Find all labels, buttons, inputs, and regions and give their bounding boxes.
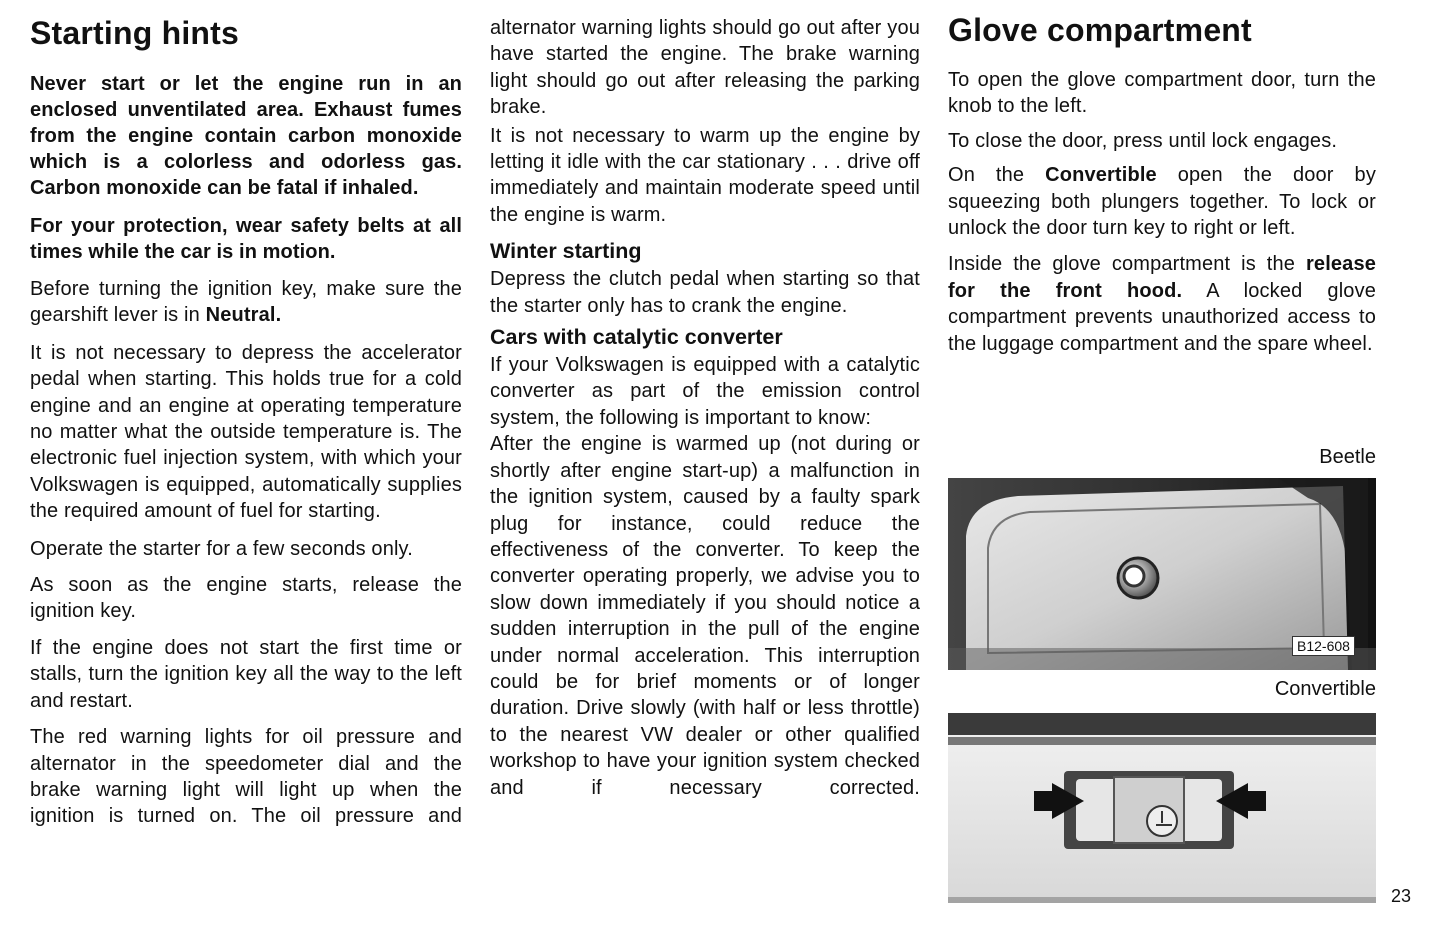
- para-warning-lights: The red warning lights for oil pressure and alternator in the speedometer dial and the brake warning light will light up when the ignition is turned on. The oil pressure and: [30, 726, 462, 828]
- para-close-glove: To close the door, press until lock engages.: [948, 129, 1338, 152]
- para-open-glove: To open the glove compartment door, turn the knob to the left.: [948, 69, 1376, 118]
- para-hood-text-a: Inside the glove compartment is the: [948, 253, 1306, 276]
- photo-beetle-glove-box: [948, 478, 1376, 670]
- para-gearshift-neutral: [30, 276, 462, 329]
- para-lights-go-out: alternator warning lights should go out after you have started the engine. The brake warning light should go out after releasing the parking brake.: [490, 17, 920, 119]
- para-operate-starter: Operate the starter for a few seconds only.: [30, 537, 413, 560]
- warning-safety-belts: For your protection, wear safety belts at all times while the car is in motion.: [30, 215, 462, 263]
- para-gearshift-text: Before turning the ignition key, make sure the gearshift lever is in: [30, 278, 462, 327]
- para-catalytic-intro: If your Volkswagen is equipped with a catalytic converter as part of the emission control system, the following is important to know:: [490, 354, 920, 429]
- section-title-glove-compartment: Glove compartment: [948, 12, 1252, 48]
- para-hood-bold: release for the front hood.: [948, 253, 1376, 302]
- convertible-glove-box-illustration: [948, 713, 1376, 903]
- column-starting-hints: [30, 0, 462, 830]
- figure-code-label: B12-608: [1292, 636, 1355, 656]
- caption-convertible: Convertible: [1274, 678, 1376, 700]
- section-title-starting-hints: Starting hints: [30, 15, 240, 51]
- para-convertible-bold: Convertible: [1045, 164, 1157, 187]
- para-gearshift-bold: Neutral.: [205, 304, 282, 327]
- para-convertible-text-b: open the door by squeezing both plungers together. To lock or unlock the door turn key to right or left.: [948, 164, 1376, 240]
- heading-catalytic-converter: Cars with catalytic converter: [490, 325, 783, 350]
- column-starting-continued: [490, 0, 920, 801]
- para-catalytic-malfunction: After the engine is warmed up (not during or shortly after engine start-up) a malfunction in the ignition system, caused by a faulty spark plug for instance, could reduce the effectiveness of the converter. To keep the converter operating properly, we advise you to slow down immediately if you should notice a sudden interruption in the pull of the engine under normal acceleration. This interruption could be for brief moments or of longer duration. Drive slowly (with half or less throttle) to the nearest VW dealer or other qualified workshop to have your ignition system checked and if necessary corrected.: [490, 433, 920, 799]
- caption-beetle: Beetle: [1319, 446, 1376, 468]
- heading-winter-starting: Winter starting: [490, 239, 642, 264]
- para-restart: If the engine does not start the first time or stalls, turn the ignition key all the way to the left and restart.: [30, 636, 462, 712]
- para-hood-release: [948, 251, 1376, 357]
- warning-carbon-monoxide: Never start or let the engine run in an enclosed unventilated area. Exhaust fumes from the engine contain carbon monoxide which is a colorless and odorless gas. Carbon monoxide can be fatal if inhaled.: [30, 73, 462, 199]
- photo-convertible-glove-box: [948, 713, 1376, 903]
- para-warm-up: It is not necessary to warm up the engine by letting it idle with the car stationary . . . drive off immediately and maintain moderate speed until the engine is warm.: [490, 124, 920, 226]
- para-winter-starting: Depress the clutch pedal when starting so that the starter only has to crank the engine.: [490, 268, 920, 317]
- column-glove-compartment: [948, 0, 1376, 357]
- para-hood-text-b: A locked glove compartment prevents unauthorized access to the luggage compartment and the spare wheel.: [948, 279, 1376, 355]
- para-release-key: As soon as the engine starts, release the ignition key.: [30, 574, 462, 623]
- para-convertible-door: [948, 162, 1376, 241]
- page-number: 23: [1391, 886, 1412, 906]
- para-accelerator: It is not necessary to depress the accelerator pedal when starting. This holds true for a cold engine and an engine at operating temperature no matter what the outside temperature is. The electronic fuel injection system, with which your Volkswagen is equipped, automatically supplies the required amount of fuel for starting.: [30, 341, 462, 523]
- para-convertible-text-a: On the: [948, 164, 1046, 187]
